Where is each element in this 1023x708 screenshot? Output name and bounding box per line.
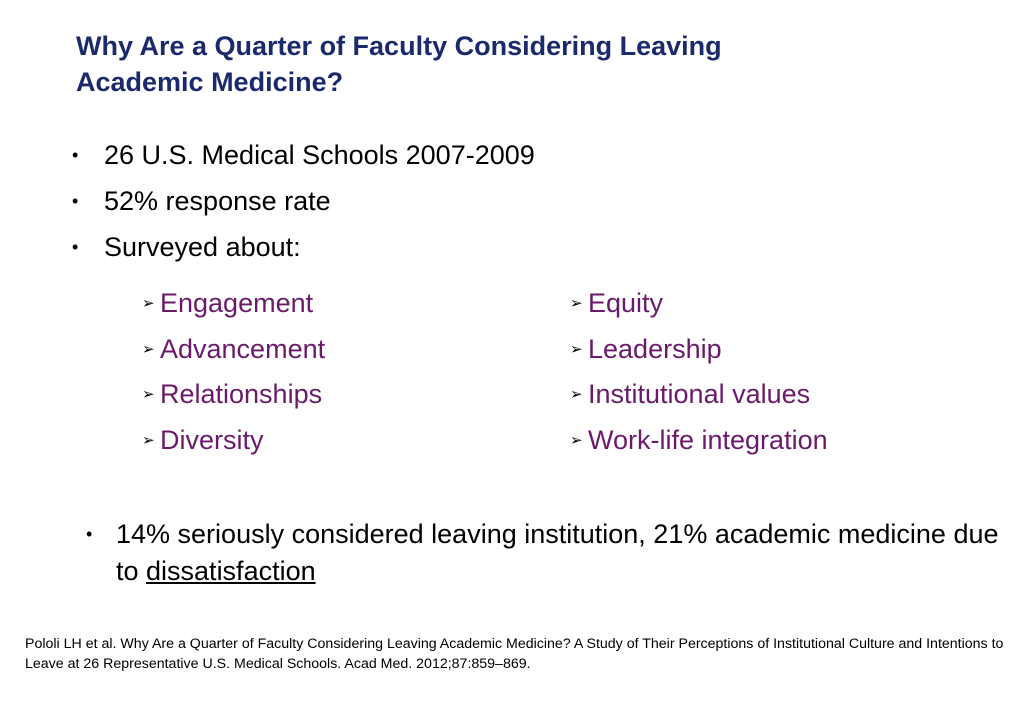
arrow-bullet-icon: ➢ (142, 295, 155, 312)
topic-text: Institutional values (588, 379, 811, 409)
finding-text: 14% seriously considered leaving institution, 21% academic medicine due to (116, 519, 999, 586)
topic-text: Engagement (160, 288, 314, 318)
bullet-dot-icon: • (86, 524, 93, 544)
topic-text: Relationships (160, 379, 323, 409)
arrow-bullet-icon: ➢ (570, 340, 583, 358)
arrow-bullet-icon: ➢ (570, 431, 583, 449)
topics-left-list (142, 281, 325, 463)
topic-text: Advancement (160, 333, 326, 364)
topic-item (570, 281, 828, 327)
topic-item (142, 372, 325, 418)
bullet-item (72, 132, 535, 178)
bullet-text: 26 U.S. Medical Schools 2007-2009 (104, 140, 535, 170)
topic-item (142, 418, 325, 464)
topic-item (570, 327, 828, 373)
key-finding (86, 516, 1016, 590)
topic-text: Equity (588, 288, 664, 318)
slide-title (76, 28, 976, 100)
topic-item (142, 281, 325, 327)
bullet-item (72, 224, 535, 270)
arrow-bullet-icon: ➢ (570, 295, 583, 312)
topic-item (570, 418, 828, 464)
bullet-dot-icon: • (72, 237, 79, 257)
topics-right-list (570, 281, 828, 463)
bullet-dot-icon: • (72, 145, 79, 165)
arrow-bullet-icon: ➢ (142, 431, 155, 449)
citation: Pololi LH et al. Why Are a Quarter of Faculty Considering Leaving Academic Medicine? A Study of Their Perceptions of Institutional Culture and Intentions to Leave at 26 Representative U.S. Medical Schools. Acad Med. 2012;87:859–869. (25, 636, 1004, 672)
arrow-bullet-icon: ➢ (142, 386, 155, 403)
arrow-bullet-icon: ➢ (142, 340, 155, 358)
topic-text: Work-life integration (588, 424, 828, 455)
bullet-dot-icon: • (72, 191, 79, 211)
topic-text: Diversity (160, 424, 264, 455)
bullet-item (72, 178, 535, 224)
slide-title-line-2: Academic Medicine? (76, 67, 344, 97)
topic-text: Leadership (588, 333, 722, 364)
bullet-text: 52% response rate (104, 186, 331, 216)
topic-item (570, 372, 828, 418)
bullet-text: Surveyed about: (104, 232, 301, 262)
arrow-bullet-icon: ➢ (570, 386, 583, 403)
topic-item (142, 327, 325, 373)
bullet-list (72, 132, 535, 270)
finding-underlined-text: dissatisfaction (146, 556, 316, 586)
slide-title-line-1: Why Are a Quarter of Faculty Considering Leaving (76, 31, 722, 61)
